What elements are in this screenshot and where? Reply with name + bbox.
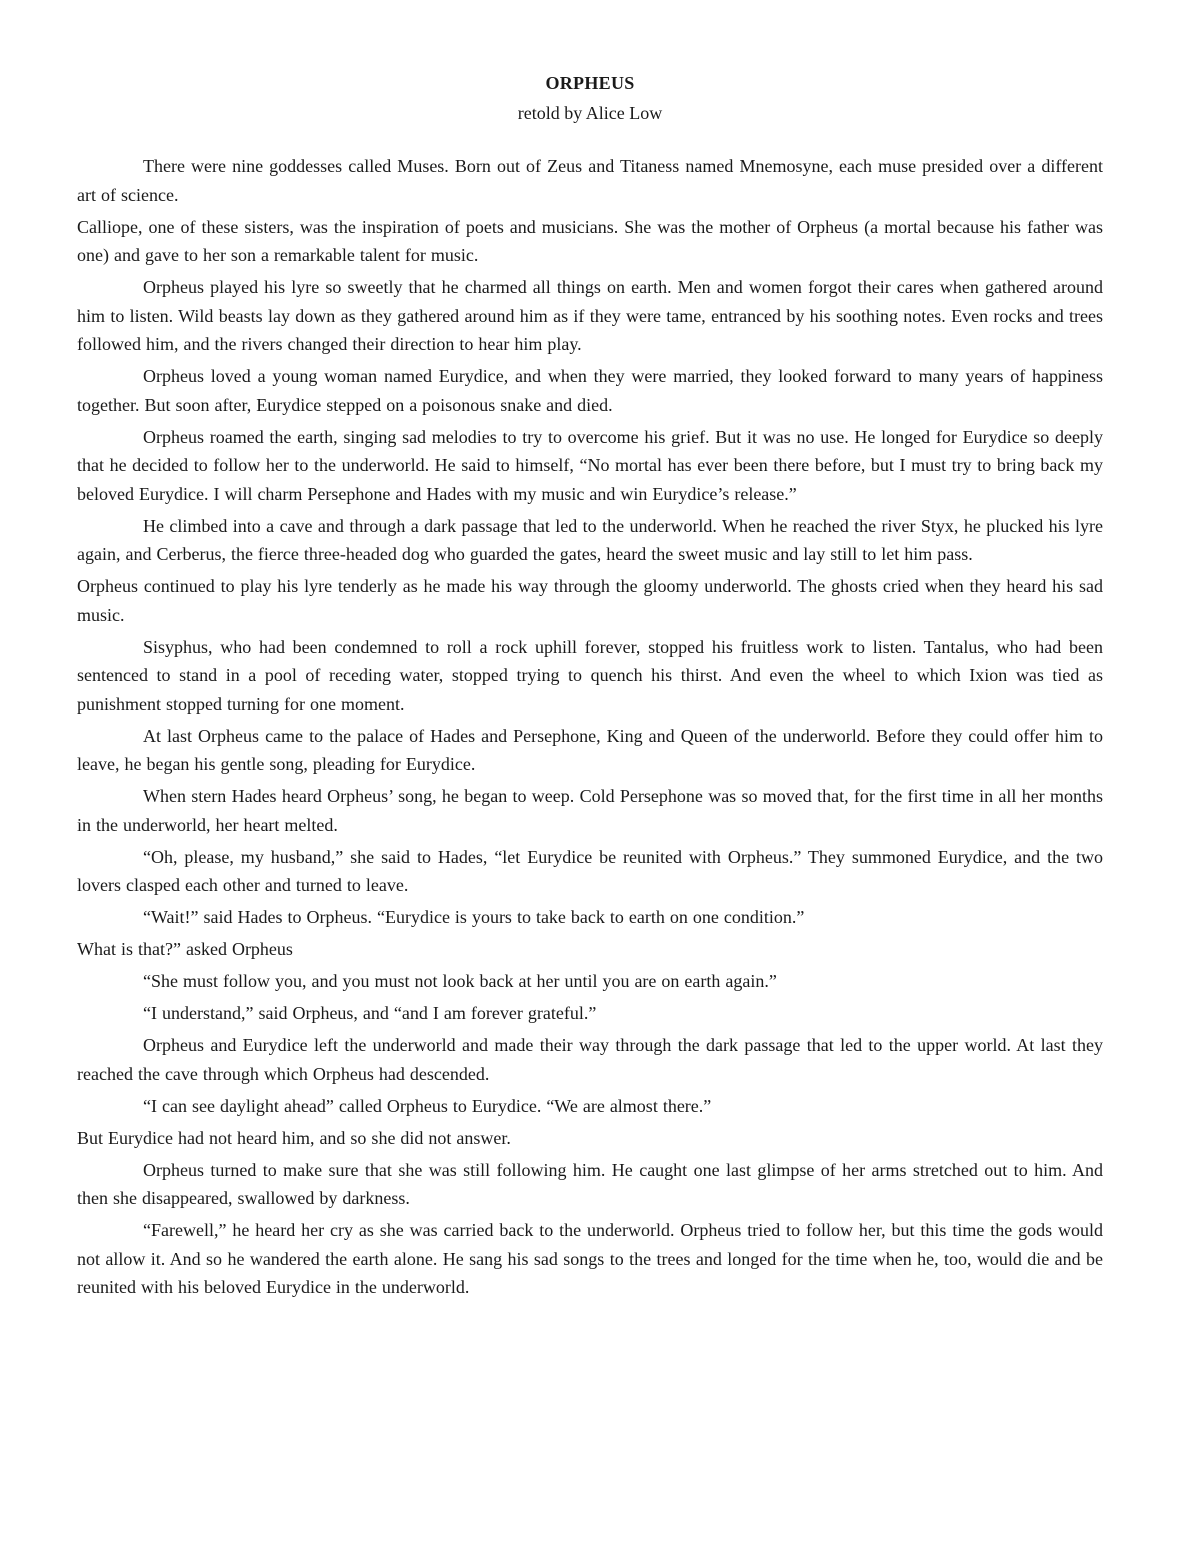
paragraph: But Eurydice had not heard him, and so she did not answer. [77,1127,511,1148]
paragraph: “Farewell,” he heard her cry as she was carried back to the underworld. Orpheus tried to follow her, but this time the gods would not allow it. And so he wandered the earth alone. He sang his sad songs to the trees and longed for the time when he, too, would die and be reunited with his beloved Eurydice in the underworld. [77,1220,1103,1297]
paragraph: Orpheus and Eurydice left the underworld and made their way through the dark passage that led to the upper world. At last they reached the cave through which Orpheus had descended. [77,1035,1103,1084]
document-page [77,70,1103,1305]
paragraph: “She must follow you, and you must not look back at her until you are on earth again.” [143,971,777,991]
paragraph: Sisyphus, who had been condemned to roll a rock uphill forever, stopped his fruitless work to listen. Tantalus, who had been sentenced to stand in a pool of receding water, stopped trying to quench his thirst. And even the wheel to which Ixion was tied as punishment stopped turning for one moment. [77,636,1103,714]
paragraph: Orpheus loved a young woman named Eurydice, and when they were married, they looked forward to many years of happiness together. But soon after, Eurydice stepped on a poisonous snake and died. [77,366,1103,415]
paragraph: There were nine goddesses called Muses. Born out of Zeus and Titaness named Mnemosyne, each muse presided over a different art of science. [77,156,1103,205]
paragraph: What is that?” asked Orpheus [77,939,293,959]
paragraph: Orpheus turned to make sure that she was still following him. He caught one last glimpse of her arms stretched out to him. And then she disappeared, swallowed by darkness. [77,1159,1103,1208]
paragraph: Orpheus continued to play his lyre tenderly as he made his way through the gloomy underworld. The ghosts cried when they heard his sad music. [77,576,1103,625]
paragraph: “Wait!” said Hades to Orpheus. “Eurydice is yours to take back to earth on one condition.” [143,907,805,927]
paragraph: Calliope, one of these sisters, was the inspiration of poets and musicians. She was the mother of Orpheus (a mortal because his father was one) and gave to her son a remarkable talent for music. [77,216,1103,265]
paragraph: “I understand,” said Orpheus, and “and I am forever grateful.” [143,1003,597,1023]
paragraph: He climbed into a cave and through a dark passage that led to the underworld. When he reached the river Styx, he plucked his lyre again, and Cerberus, the fierce three-headed dog who guarded the gates, heard the sweet music and lay still to let him pass. [77,515,1103,564]
paragraph: “Oh, please, my husband,” she said to Hades, “let Eurydice be reunited with Orpheus.” They summoned Eurydice, and the two lovers clasped each other and turned to leave. [77,846,1103,895]
paragraph: When stern Hades heard Orpheus’ song, he began to weep. Cold Persephone was so moved that, for the first time in all her months in the underworld, her heart melted. [77,786,1103,835]
paragraph: “I can see daylight ahead” called Orpheus to Eurydice. “We are almost there.” [143,1095,712,1116]
document-title: ORPHEUS [545,73,635,93]
paragraph: Orpheus roamed the earth, singing sad melodies to try to overcome his grief. But it was no use. He longed for Eurydice so deeply that he decided to follow her to the underworld. He said to himself, “No mortal has ever been there before, but I must try to bring back my beloved Eurydice. I will charm Persephone and Hades with my music and win Eurydice’s release.” [77,426,1103,504]
document-byline: retold by Alice Low [517,103,663,123]
paragraph: At last Orpheus came to the palace of Hades and Persephone, King and Queen of the underworld. Before they could offer him to leave, he began his gentle song, pleading for Eurydice. [77,725,1103,774]
paragraph: Orpheus played his lyre so sweetly that he charmed all things on earth. Men and women forgot their cares when gathered around him to listen. Wild beasts lay down as they gathered around him as if they were tame, entranced by his soothing notes. Even rocks and trees followed him, and the rivers changed their direction to hear him play. [77,277,1103,354]
